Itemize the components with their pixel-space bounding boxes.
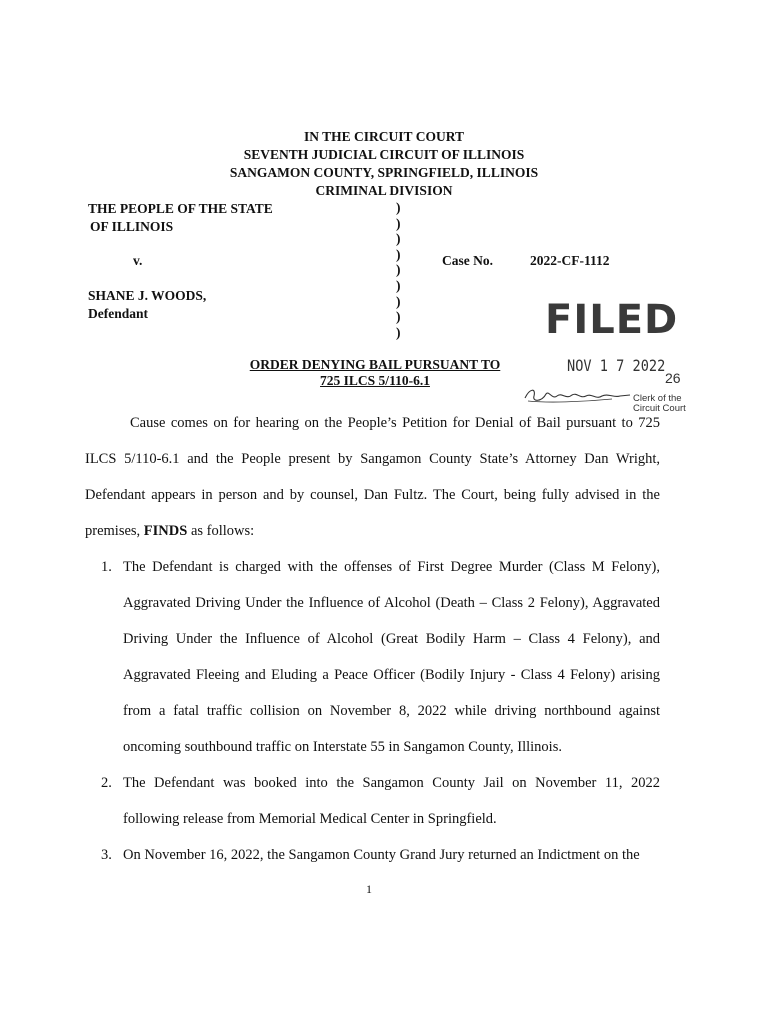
finds-keyword: FINDS <box>143 523 188 539</box>
plaintiff-line2: OF ILLINOIS <box>90 219 174 234</box>
plaintiff-caption <box>88 200 273 236</box>
defendant-caption <box>88 287 206 323</box>
order-title <box>230 357 520 389</box>
paren: ) <box>396 231 401 247</box>
intro-paragraph <box>85 405 660 549</box>
case-number: 2022-CF-1112 <box>530 253 610 268</box>
circuit-name: SEVENTH JUDICIAL CIRCUIT OF ILLINOIS <box>243 147 525 162</box>
finding-item <box>85 837 660 873</box>
stamp-number: 26 <box>665 370 681 386</box>
order-title-line2: 725 ILCS 5/110-6.1 <box>320 373 430 388</box>
page-number: 1 <box>366 882 372 896</box>
plaintiff-line1: THE PEOPLE OF THE STATE <box>88 201 273 216</box>
paren: ) <box>396 277 401 293</box>
case-number-label: Case No. <box>442 253 493 268</box>
paren: ) <box>396 324 401 340</box>
paren: ) <box>396 215 401 231</box>
county-name: SANGAMON COUNTY, SPRINGFIELD, ILLINOIS <box>229 165 539 180</box>
paren: ) <box>396 293 401 309</box>
defendant-name: SHANE J. WOODS, <box>88 288 207 303</box>
order-body <box>85 405 660 873</box>
findings-list <box>85 549 660 873</box>
court-header <box>0 128 768 200</box>
intro-text: Cause comes on for hearing on the People’s Petition for Denial of Bail pursuant to 725 ILCS 5/110-6.1 and the People present by Sangamon County State’s Attorney Dan Wright, Defendant appears in person and by counsel, Dan Fultz. The Court, being fully advised in the premises, <box>85 415 660 539</box>
finding-text: The Defendant was booked into the Sangamon County Jail on November 11, 2022 following release from Memorial Medical Center in Springfield. <box>123 775 660 827</box>
filed-stamp: FILED <box>545 297 679 343</box>
order-title-line1: ORDER DENYING BAIL PURSUANT TO <box>249 357 501 372</box>
versus-label: v. <box>133 253 143 268</box>
finding-number: 1. <box>101 559 112 575</box>
paren: ) <box>396 200 401 215</box>
court-name: IN THE CIRCUIT COURT <box>304 129 464 144</box>
clerk-label: Clerk of the Circuit Court <box>633 393 686 414</box>
finding-number: 2. <box>101 775 112 791</box>
paren: ) <box>396 309 401 325</box>
caption-divider <box>396 200 408 340</box>
paren: ) <box>396 262 401 278</box>
clerk-signature <box>522 384 632 406</box>
finding-text: The Defendant is charged with the offenses of First Degree Murder (Class M Felony), Aggravated Driving Under the Influence of Alcohol (Death – Class 2 Felony), Aggravated Driving Under the Influence of Alcohol (Great Bodily Harm – Class 4 Felony), and Aggravated Fleeing and Eluding a Peace Officer (Bodily Injury - Class 4 Felony) arising from a fatal traffic collision on November 8, 2022 while driving northbound against oncoming southbound traffic on Interstate 55 in Sangamon County, Illinois. <box>123 559 660 755</box>
finding-item <box>85 765 660 837</box>
intro-text-end: as follows: <box>187 523 255 539</box>
paren: ) <box>396 246 401 262</box>
finding-item <box>85 549 660 765</box>
division-name: CRIMINAL DIVISION <box>315 183 453 198</box>
finding-text: On November 16, 2022, the Sangamon County Grand Jury returned an Indictment on the <box>123 847 640 863</box>
finding-number: 3. <box>101 847 112 863</box>
filed-date: NOV 1 7 2022 <box>567 356 666 375</box>
defendant-role: Defendant <box>88 306 148 321</box>
